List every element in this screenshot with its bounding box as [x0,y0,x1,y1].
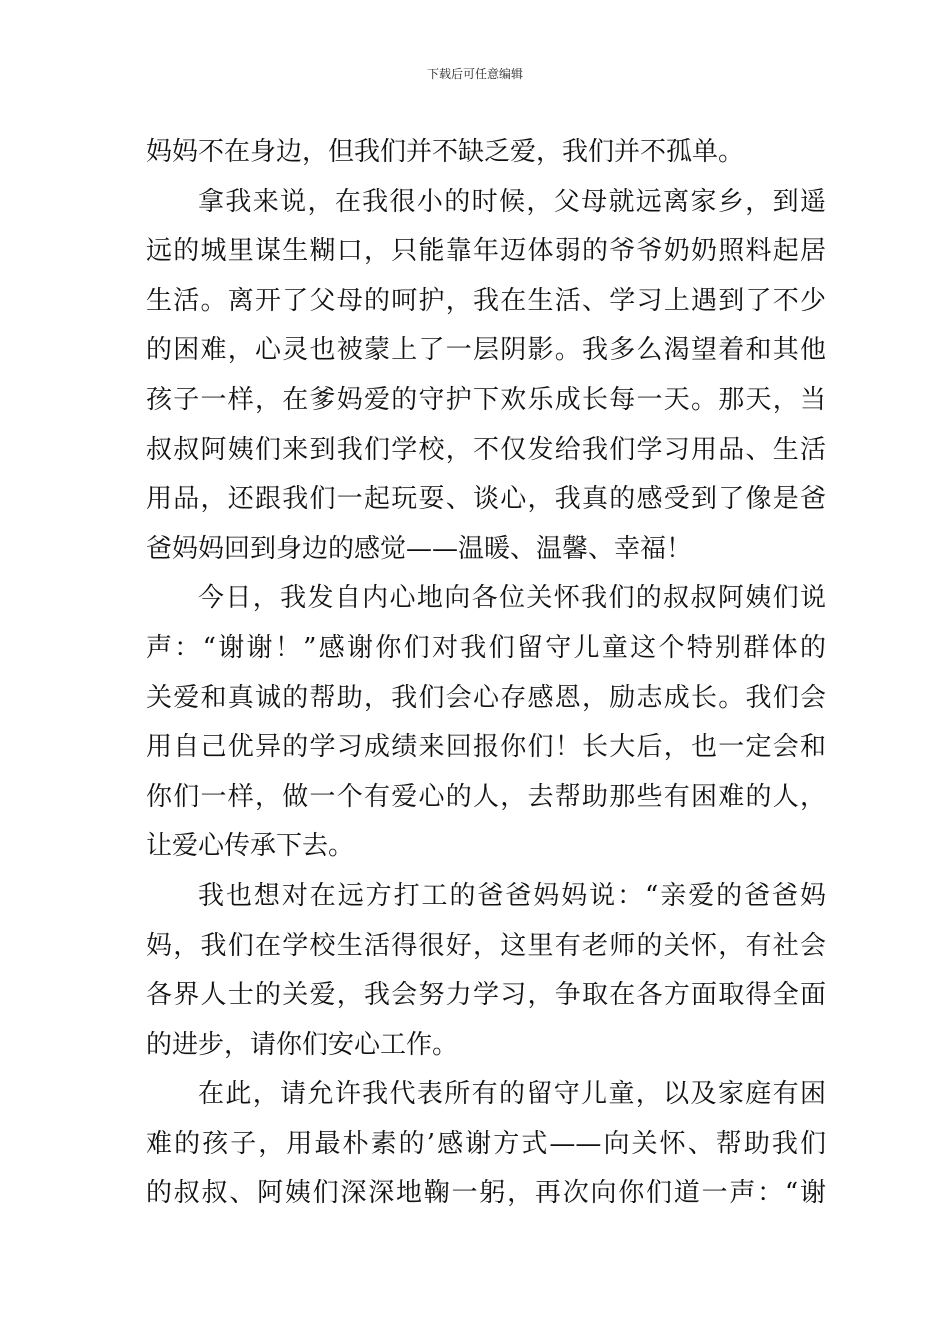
paragraph-line: 关爱和真诚的帮助，我们会心存感恩，励志成长。我们会 [146,682,826,713]
document-body [146,128,826,1219]
paragraph-line: 叔叔阿姨们来到我们学校，不仅发给我们学习用品、生活 [146,434,826,465]
paragraph-line: 声：“谢谢！”感谢你们对我们留守儿童这个特别群体的 [146,632,826,663]
paragraph-line: 在此，请允许我代表所有的留守儿童，以及家庭有困 [198,1079,826,1110]
paragraph-line: 今日，我发自内心地向各位关怀我们的叔叔阿姨们说 [198,583,826,614]
paragraph-line: 远的城里谋生糊口，只能靠年迈体弱的爷爷奶奶照料起居 [146,236,826,267]
paragraph-line: 用品，还跟我们一起玩耍、谈心，我真的感受到了像是爸 [146,484,826,515]
paragraph-line: 你们一样，做一个有爱心的人，去帮助那些有困难的人， [146,781,826,812]
paragraph-line: 孩子一样，在爹妈爱的守护下欢乐成长每一天。那天，当 [146,384,826,415]
paragraph-line: 爸妈妈回到身边的感觉——温暖、温馨、幸福！ [146,533,693,564]
paragraph-line: 妈妈不在身边，但我们并不缺乏爱，我们并不孤单。 [146,137,745,167]
page-header-note: 下载后可任意编辑 [426,67,523,81]
paragraph-line: 难的孩子，用最朴素的’感谢方式——向关怀、帮助我们 [146,1128,826,1159]
paragraph-line: 拿我来说，在我很小的时候，父母就远离家乡，到遥 [198,186,826,217]
paragraph-line: 我也想对在远方打工的爸爸妈妈说：“亲爱的爸爸妈 [198,880,826,911]
paragraph-line: 的叔叔、阿姨们深深地鞠一躬，再次向你们道一声：“谢 [146,1178,826,1209]
paragraph-line: 生活。离开了父母的呵护，我在生活、学习上遇到了不少 [146,285,826,316]
paragraph-line: 妈，我们在学校生活得很好，这里有老师的关怀，有社会 [146,930,826,961]
paragraph-line: 让爱心传承下去。 [146,831,355,862]
paragraph-line: 各界人士的关爱，我会努力学习，争取在各方面取得全面 [146,980,826,1011]
paragraph-line: 的进步，请你们安心工作。 [146,1029,459,1060]
paragraph-line: 的困难，心灵也被蒙上了一层阴影。我多么渴望着和其他 [146,335,826,366]
paragraph-line: 用自己优异的学习成绩来回报你们！长大后，也一定会和 [146,732,826,763]
